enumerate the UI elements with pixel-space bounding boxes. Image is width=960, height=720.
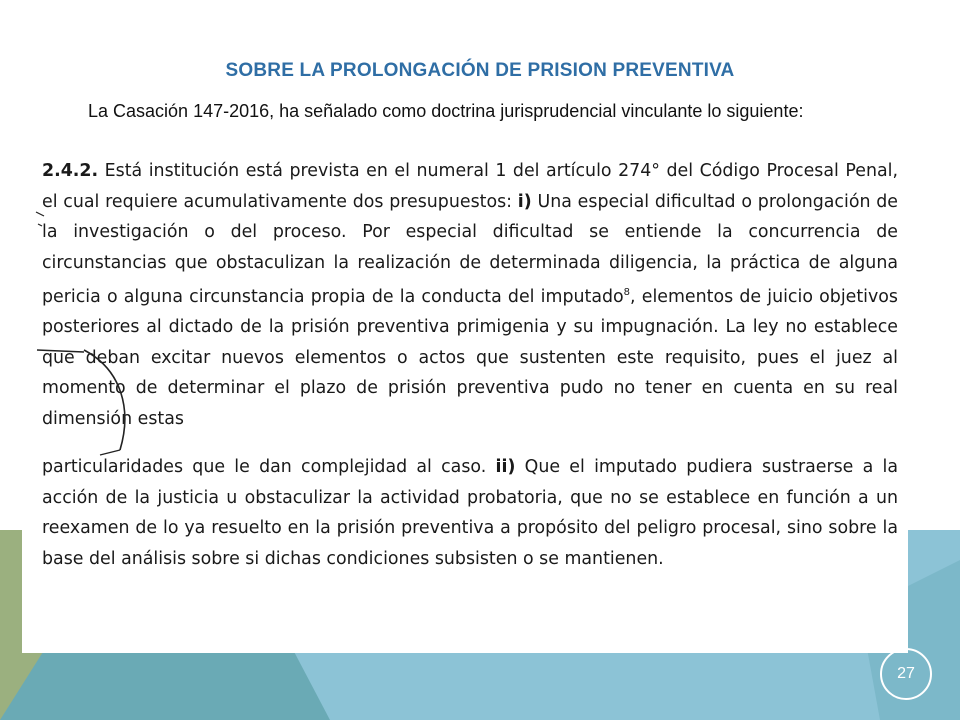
excerpt-text <box>42 156 898 574</box>
excerpt-para2: particularidades que le dan complejidad al caso. <box>42 457 487 478</box>
excerpt-para1b: Una especial dificultad o prolongación de la investigación o del proceso. Por especial dificultad se entiende la concurrencia de circunstancias que obstaculizan la realización de determinada diligencia, la práctica de alguna pericia o alguna circunstancia propia de la conducta del imputado <box>42 191 898 307</box>
marker-ii: ii) <box>495 457 516 478</box>
excerpt-para2-block <box>42 452 898 574</box>
slide-title: SOBRE LA PROLONGACIÓN DE PRISION PREVENTIVA <box>225 60 735 81</box>
scanned-excerpt <box>22 150 908 653</box>
section-number: 2.4.2. <box>42 161 99 181</box>
excerpt-para2b: Que el imputado pudiera sustraerse a la acción de la justicia u obstaculizar la actividad probatoria, que no se establece en función a un reexamen de lo ya resuelto en la prisión preventiva a propósito del peligro procesal, sino sobre la base del análisis sobre si dichas condiciones subsisten o se mantienen. <box>42 457 898 569</box>
marker-i: i) <box>517 191 532 212</box>
intro-text: La Casación 147-2016, ha señalado como doctrina jurisprudencial vinculante lo siguiente: <box>88 101 804 121</box>
excerpt-para1: Está institución está prevista en el numeral 1 del artículo 274° del Código Procesal Penal, el cual requiere acumulativamente dos presupuestos: <box>42 161 898 212</box>
page-number-badge: 27 <box>880 648 932 700</box>
excerpt-para1c: , elementos de juicio objetivos posteriores al dictado de la prisión preventiva primigenia y su impugnación. La ley no establece que deban excitar nuevos elementos o actos que sustenten este requisito, pues el juez al momento de determinar el plazo de prisión preventiva pudo no tener en cuenta en su real dimensión estas <box>42 286 898 429</box>
footnote-ref: 8 <box>623 287 631 298</box>
